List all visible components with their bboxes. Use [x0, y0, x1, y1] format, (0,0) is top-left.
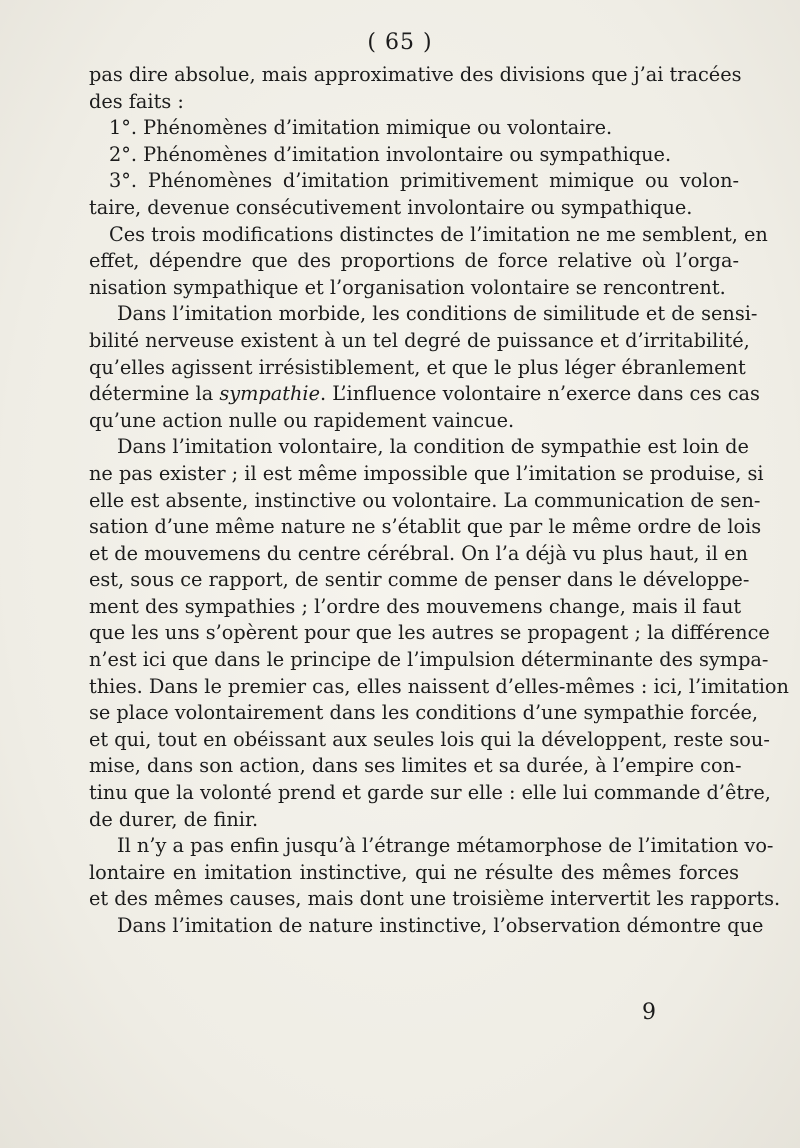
- paragraph-line: thies. Dans le premier cas, elles naissent d’elles-mêmes : ici, l’imitation: [89, 674, 789, 698]
- paragraph-line: tinu que la volonté prend et garde sur elle : elle lui commande d’être,: [89, 781, 771, 805]
- paragraph-line: nisation sympathique et l’organisation volontaire se rencontrent.: [89, 275, 726, 299]
- paragraph-line: et qui, tout en obéissant aux seules lois qui la développent, reste sou-: [89, 727, 770, 751]
- list-item-3: 3°. Phénomènes d’imitation primitivement mimique ou volon-: [109, 169, 739, 193]
- paragraph-line: se place volontairement dans les conditions d’une sympathie forcée,: [89, 701, 759, 725]
- paragraph-line: mise, dans son action, dans ses limites et sa durée, à l’empire con-: [89, 754, 742, 778]
- paragraph-line: Ces trois modifications distinctes de l’imitation ne me semblent, en: [109, 222, 768, 246]
- paragraph-line: effet, dépendre que des proportions de force relative où l’orga-: [89, 249, 739, 273]
- text-line: des faits :: [89, 89, 184, 113]
- paragraph-line: détermine la sympathie. L’influence volontaire n’exerce dans ces cas: [89, 382, 760, 406]
- list-item-2: 2°. Phénomènes d’imitation involontaire ou sympathique.: [109, 142, 672, 166]
- paragraph-line: Dans l’imitation de nature instinctive, l’observation démontre que: [117, 914, 764, 937]
- paragraph-line: qu’elles agissent irrésistiblement, et que le plus léger ébranlement: [89, 355, 746, 379]
- paragraph-line: Il n’y a pas enfin jusqu’à l’étrange métamorphose de l’imitation vo-: [117, 834, 774, 858]
- paragraph-line: elle est absente, instinctive ou volontaire. La communication de sen-: [89, 488, 761, 512]
- paragraph-line: et des mêmes causes, mais dont une troisième intervertit les rapports.: [89, 887, 781, 911]
- paragraph-line: Dans l’imitation morbide, les conditions de similitude et de sensi-: [117, 302, 758, 326]
- paragraph-line: de durer, de finir.: [89, 807, 259, 831]
- paragraph-line: ment des sympathies ; l’ordre des mouvemens change, mais il faut: [89, 594, 742, 618]
- paragraph-line: sation d’une même nature ne s’établit que par le même ordre de lois: [89, 515, 762, 539]
- paragraph-line: n’est ici que dans le principe de l’impulsion déterminante des sympa-: [89, 648, 769, 672]
- paragraph-line: est, sous ce rapport, de sentir comme de penser dans le développe-: [89, 568, 750, 592]
- paragraph-line: Dans l’imitation volontaire, la condition de sympathie est loin de: [117, 435, 749, 459]
- emphasis-word: sympathie: [219, 382, 320, 406]
- paragraph-line: qu’une action nulle ou rapidement vaincue.: [89, 408, 515, 432]
- signature-mark: 9: [642, 1000, 656, 1025]
- paragraph-line: ne pas exister ; il est même impossible que l’imitation se produise, si: [89, 461, 764, 485]
- body-text: [89, 62, 789, 940]
- paragraph-line: bilité nerveuse existent à un tel degré de puissance et d’irritabilité,: [89, 328, 750, 352]
- paragraph-line: que les uns s’opèrent pour que les autres se propagent ; la différence: [89, 621, 770, 645]
- page-number: ( 65 ): [367, 30, 433, 55]
- paragraph-line: et de mouvemens du centre cérébral. On l’a déjà vu plus haut, il en: [89, 541, 748, 565]
- list-item-1: 1°. Phénomènes d’imitation mimique ou volontaire.: [109, 116, 613, 140]
- paragraph-line: lontaire en imitation instinctive, qui ne résulte des mêmes forces: [89, 860, 739, 884]
- text-line: pas dire absolue, mais approximative des divisions que j’ai tracées: [89, 63, 742, 86]
- list-item-3-cont: taire, devenue consécutivement involontaire ou sympathique.: [89, 195, 693, 219]
